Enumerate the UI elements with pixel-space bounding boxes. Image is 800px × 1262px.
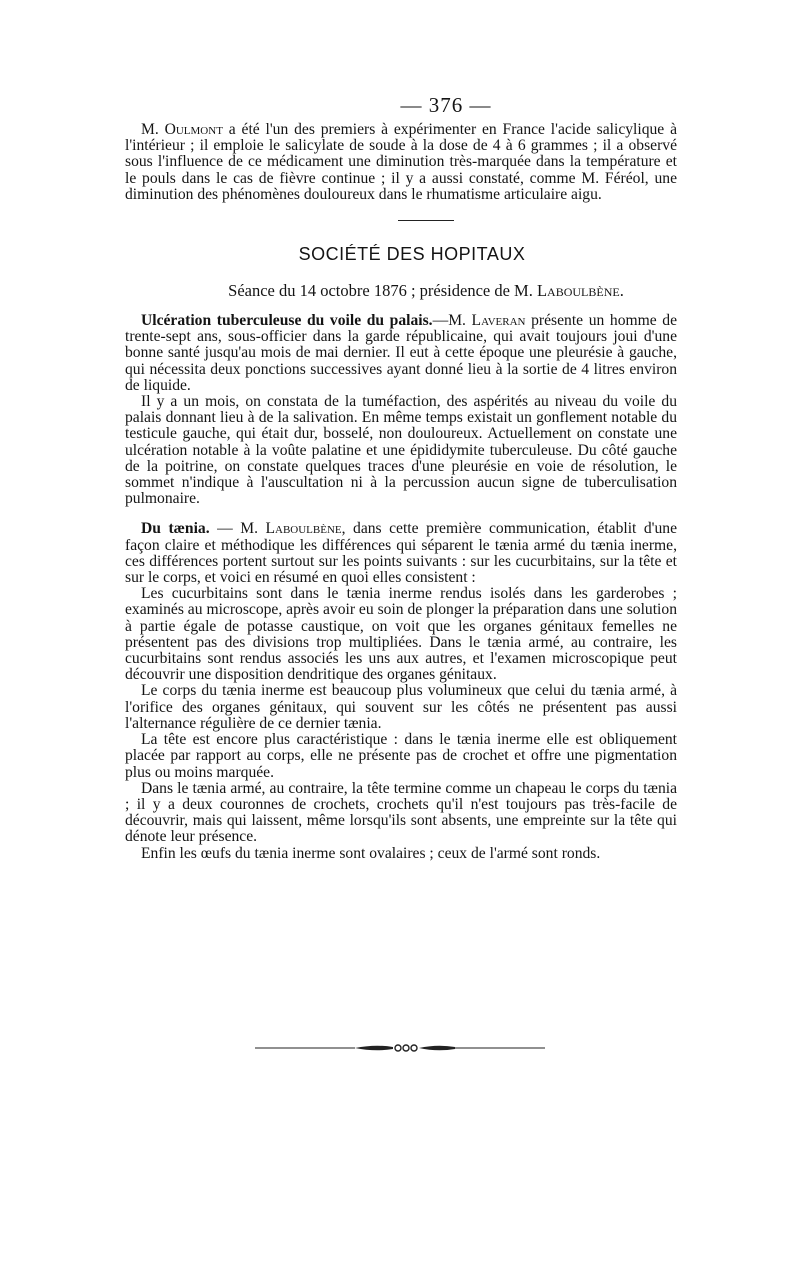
page-content — [125, 88, 677, 862]
taenia-paragraph-1 — [125, 521, 677, 586]
session-text: Séance du 14 octobre 1876 ; présidence de M. — [228, 281, 537, 301]
taenia-heading: Du tænia. — [141, 520, 210, 538]
taenia-paragraph-3: Le corps du tænia inerme est beaucoup plus volumineux que celui du tænia armé, à l'orifice des organes génitaux, qui souvent sur les côtés ne présentent pas aussi l'alternance régulière de ce dernier tænia. — [125, 682, 677, 732]
intro-paragraph — [125, 122, 677, 203]
session-line — [175, 281, 677, 301]
intro-text: a été l'un des premiers à expérimenter en France l'acide salicylique à l'intérieur ; il emploie le salicylate de soude à la dose de 4 à 6 grammes ; il a observé sous l'influence de ce médicament une diminution très-marquée dans la température et le pouls dans le cas de fièvre continue ; il y a aussi constaté, comme M. Féréol, une diminution des phénomènes douloureux dans le rhumatisme articulaire aigu. — [125, 121, 677, 203]
president-name: Laboulbène. — [536, 281, 624, 301]
author-name-laboulbene: — M. Laboulbène, — [209, 520, 346, 538]
page-number: — 376 — — [400, 93, 492, 117]
author-name-oulmont: M. Oulmont — [141, 121, 223, 138]
taenia-paragraph-2: Les cucurbitains sont dans le tænia inerme rendus isolés dans les garderobes ; examinés au microscope, après avoir eu soin de plonger la préparation dans une solution à partie égale de potasse caustique, on voit que les organes génitaux femelles ne présentent pas des divisions trop multipliées. Dans le tænia armé, au contraire, les cucurbitains sont rendus associés les uns aux autres, et l'examen microscopique peut découvrir une disposition dendritique des organes génitaux. — [125, 585, 677, 684]
ulceration-paragraph-1 — [125, 313, 677, 394]
ulceration-heading: Ulcération tuberculeuse du voile du palais. — [141, 312, 433, 330]
section-divider — [398, 220, 454, 221]
taenia-text-1: dans cette première communication, établit d'une façon claire et méthodique les différences qui séparent le tænia armé du tænia inerme, ces différences portent surtout sur les points suivants : sur les cucurbitains, sur la tête et sur le corps, et voici en résumé en quoi elles consistent : — [125, 520, 677, 587]
end-ornament — [255, 1044, 545, 1052]
author-name-laveran: —M. Laveran — [432, 312, 526, 330]
ulceration-text-1: présente un homme de trente-sept ans, sous-officier dans la garde républicaine, qui avait toujours joui d'une bonne santé jusqu'au mois de mai dernier. Il eut à cette époque une pleurésie à gauche, qui nécessita deux ponctions successives ayant donné lieu à la sortie de 4 litres environ de liquide. — [125, 312, 677, 394]
section-title: SOCIÉTÉ DES HOPITAUX — [298, 244, 526, 265]
taenia-paragraph-6: Enfin les œufs du tænia inerme sont ovalaires ; ceux de l'armé sont ronds. — [141, 844, 601, 862]
ulceration-paragraph-2: Il y a un mois, on constata de la tuméfaction, des aspérités au niveau du voile du palais donnant lieu à de la salivation. En même temps existait un gonflement notable du testicule gauche, qui était dur, bosselé, non douloureux. Actuellement on constate une ulcération notable à la voûte palatine et une épididymite tuberculeuse. Du côté gauche de la poitrine, on constate quelques traces d'une pleurésie en voie de résolution, le sommet n'indique à l'auscultation ni à la percussion aucun signe de tuberculisation pulmonaire. — [125, 393, 677, 508]
taenia-paragraph-4: La tête est encore plus caractéristique : dans le tænia inerme elle est obliquement placée par rapport au corps, elle ne présente pas de crochet et offre une pigmentation plus ou moins marquée. — [125, 731, 677, 781]
taenia-paragraph-5: Dans le tænia armé, au contraire, la tête termine comme un chapeau le corps du tænia ; il y a deux couronnes de crochets, crochets qu'il n'est toujours pas très-facile de découvrir, mais qui laissent, même lorsqu'ils sont absents, une empreinte sur la tête qui dénote leur présence. — [125, 779, 677, 846]
